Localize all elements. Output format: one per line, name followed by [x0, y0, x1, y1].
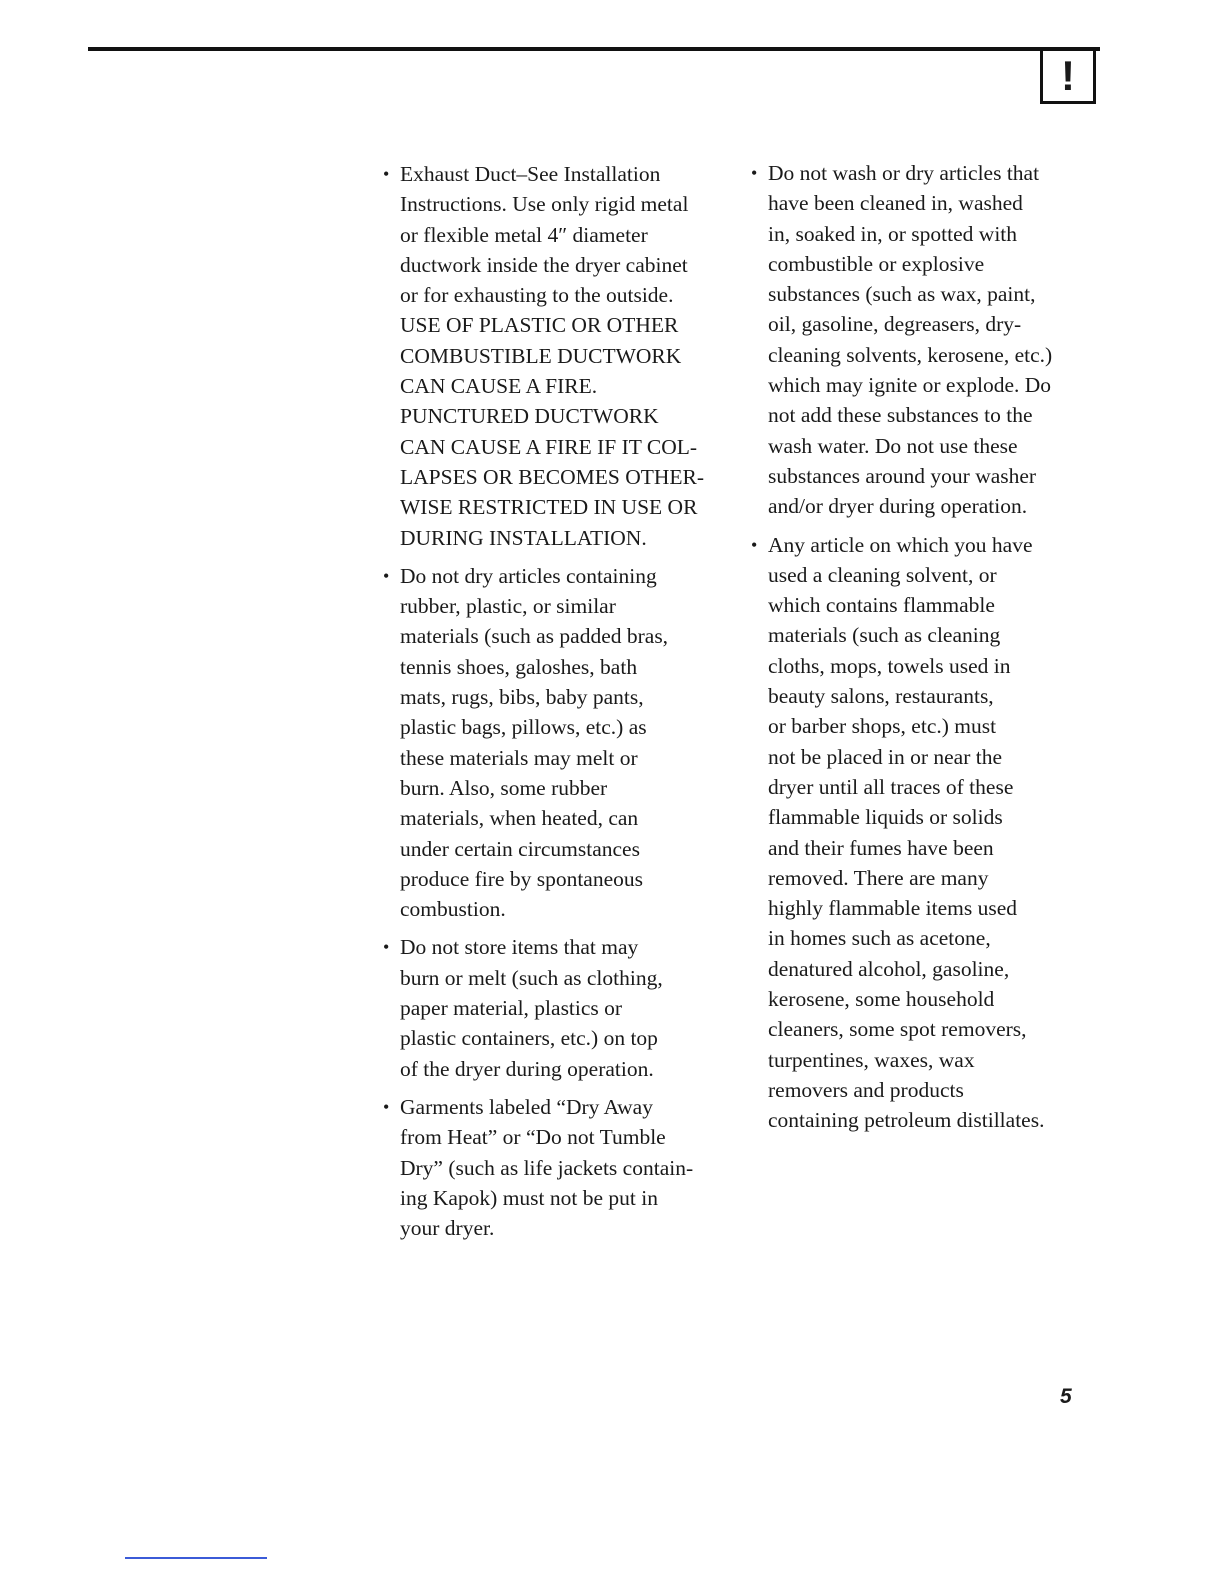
list-item-text: Any article on which you have used a cleaning solvent, or which contains flammable materials (such as cleaning cloths, mops, towels used in beauty salons, restaurants, or barber shops, etc.) must not be placed in or near the dryer until all traces of these flammable liquids or solids and their fumes have been removed. There are many highly flammable items used in homes such as acetone, denatured alcohol, gasoline, kerosene, some household cleaners, some spot removers, turpentines, waxes, wax removers and products containing petroleum distillates.	[768, 532, 1045, 1133]
list-item	[383, 561, 735, 925]
list-item-text: Garments labeled “Dry Away from Heat” or “Do not Tumble Dry” (such as life jackets contain- ing Kapok) must not be put in your dryer.	[400, 1094, 694, 1241]
left-column	[383, 159, 735, 1251]
list-item	[383, 932, 735, 1083]
list-item	[383, 159, 735, 553]
list-item-text: Exhaust Duct–See Installation Instructions. Use only rigid metal or flexible metal 4″ diameter ductwork inside the dryer cabinet or for exhausting to the outside. USE OF PLASTIC OR OTHER COMBUSTIBLE DUCTWORK CAN CAUSE A FIRE. PUNCTURED DUCTWORK CAN CAUSE A FIRE IF IT COL- LAPSES OR BECOMES OTHER- WISE RESTRICTED IN USE OR DURING INSTALLATION.	[400, 162, 705, 550]
left-safety-list	[383, 159, 735, 1243]
warning-icon	[1040, 47, 1096, 104]
bullet-icon: •	[383, 565, 390, 586]
header-rule	[88, 47, 1100, 51]
list-item	[383, 1092, 735, 1243]
bullet-icon: •	[751, 534, 758, 555]
list-item	[751, 158, 1101, 522]
list-item-text: Do not wash or dry articles that have been cleaned in, washed in, soaked in, or spotted with combustible or explosive substances (such as wax, paint, oil, gasoline, degreasers, dry- cleaning solvents, kerosene, etc.) which may ignite or explode. Do not add these substances to the wash water. Do not use these substances around your washer and/or dryer during operation.	[768, 161, 1053, 519]
list-item-text: Do not store items that may burn or melt (such as clothing, paper material, plastics or plastic containers, etc.) on top of the dryer during operation.	[400, 935, 663, 1081]
bullet-icon: •	[383, 1096, 390, 1117]
list-item	[751, 530, 1101, 1136]
right-safety-list	[751, 158, 1101, 1136]
bullet-icon: •	[383, 937, 390, 958]
bullet-icon: •	[751, 163, 758, 183]
footer-rule	[125, 1557, 267, 1559]
list-item-text: Do not dry articles containing rubber, plastic, or similar materials (such as padded bras, tennis shoes, galoshes, bath mats, rugs, bibs, baby pants, plastic bags, pillows, etc.) as these materials may melt or burn. Also, some rubber materials, when heated, can under certain circumstances produce fire by spontaneous combustion.	[400, 563, 669, 922]
right-column	[751, 158, 1101, 1144]
warning-symbol: !	[1061, 52, 1075, 99]
page-number: 5	[1060, 1385, 1072, 1408]
bullet-icon: •	[383, 164, 390, 184]
